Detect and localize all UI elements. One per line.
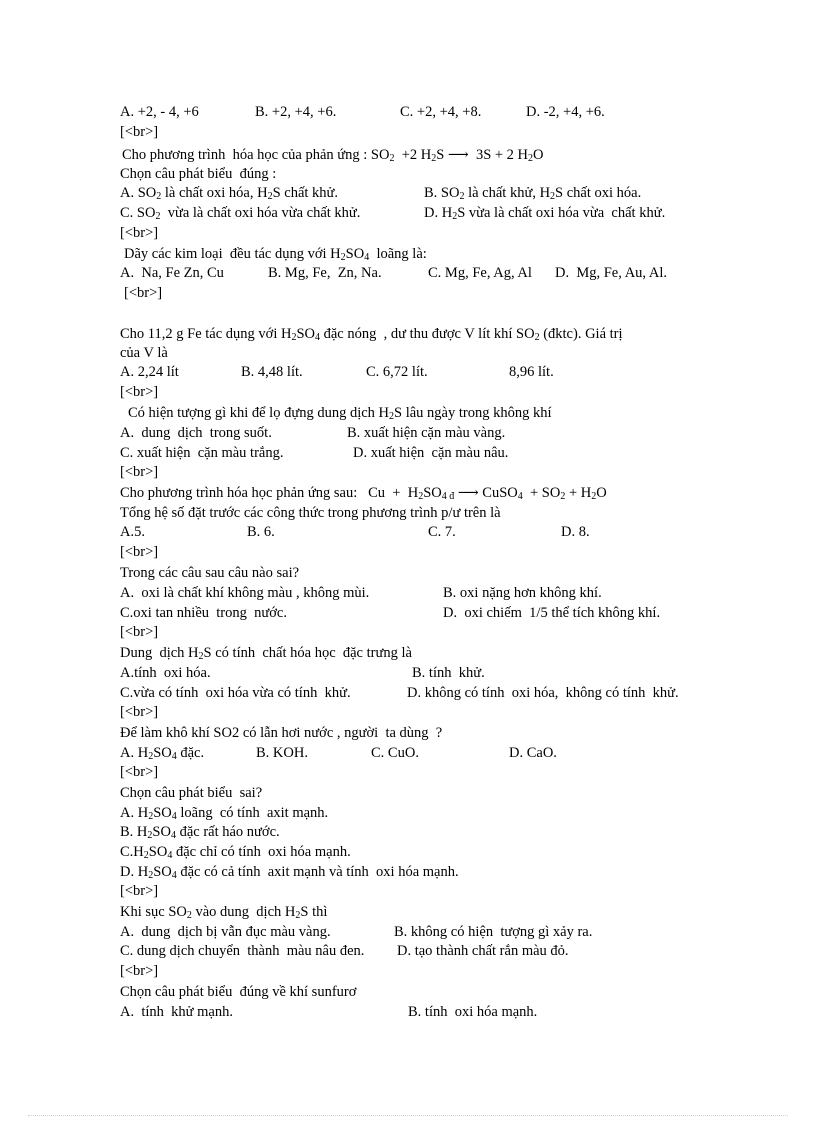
text-segment: A. $H_2SO_4$ đặc. (120, 745, 205, 762)
text-line (0, 405, 816, 423)
text-line (0, 124, 816, 142)
text-line (0, 805, 816, 823)
text-line (0, 984, 816, 1002)
text-segment: B. xuất hiện cặn màu vàng. (347, 425, 506, 441)
text-segment: Chọn câu phát biểu đúng : (120, 166, 277, 182)
text-segment: Khi sục $SO_2$ vào dung dịch $H_2S$ thì (120, 904, 328, 921)
text-line (0, 166, 816, 184)
text-line (0, 425, 816, 443)
text-segment: [<br>] (120, 624, 159, 640)
text-segment: D. 8. (561, 524, 590, 540)
text-segment: [<br>] (120, 225, 159, 241)
text-line (0, 685, 816, 703)
text-line (0, 225, 816, 243)
text-segment: D. CaO. (509, 745, 557, 761)
text-segment: A. +2, - 4, +6 (120, 104, 199, 120)
text-segment: C. $SO_2$ vừa là chất oxi hóa vừa chất khử. (120, 205, 361, 222)
text-segment: B. không có hiện tượng gì xảy ra. (394, 924, 593, 940)
text-segment: [<br>] (120, 384, 159, 400)
text-line (0, 445, 816, 463)
text-line (0, 544, 816, 562)
text-line (0, 326, 816, 344)
text-segment: D. không có tính oxi hóa, không có tính khử. (407, 685, 679, 701)
text-line (0, 185, 816, 203)
text-segment: B. tính oxi hóa mạnh. (408, 1004, 538, 1020)
text-segment: D. oxi chiếm 1/5 thể tích không khí. (443, 605, 661, 621)
text-segment: D. xuất hiện cặn màu nâu. (353, 445, 509, 461)
text-line (0, 246, 816, 264)
text-segment: C.vừa có tính oxi hóa vừa có tính khử. (120, 685, 351, 701)
text-segment: Tổng hệ số đặt trước các công thức trong phương trình p/ư trên là (120, 505, 501, 521)
text-line (0, 524, 816, 542)
page-bottom-divider (28, 1115, 788, 1116)
text-segment: B. 4,48 lít. (241, 364, 303, 380)
text-segment: C. CuO. (371, 745, 419, 761)
text-segment: A. dung dịch trong suốt. (120, 425, 272, 441)
text-segment: D. Mg, Fe, Au, Al. (555, 265, 667, 281)
text-segment: B. tính khử. (412, 665, 485, 681)
text-segment: D. tạo thành chất rắn màu đỏ. (397, 943, 569, 959)
text-segment: A.5. (120, 524, 145, 540)
text-segment: của V là (120, 345, 168, 361)
text-segment: C. dung dịch chuyển thành màu nâu đen. (120, 943, 365, 959)
text-line (0, 605, 816, 623)
text-line (0, 924, 816, 942)
text-line (0, 585, 816, 603)
text-line (0, 104, 816, 122)
text-segment: Để làm khô khí SO2 có lẫn hơi nước , người ta dùng ? (120, 725, 443, 741)
text-line (0, 764, 816, 782)
text-segment: C.oxi tan nhiều trong nước. (120, 605, 287, 621)
text-segment: B. Mg, Fe, Zn, Na. (268, 265, 382, 281)
text-segment: [<br>] (120, 464, 159, 480)
text-line (0, 844, 816, 862)
text-segment: [<br>] (124, 285, 163, 301)
text-segment: A. Na, Fe Zn, Cu (120, 265, 224, 281)
text-line (0, 205, 816, 223)
text-segment: D. -2, +4, +6. (526, 104, 605, 120)
text-line (0, 824, 816, 842)
text-line (0, 265, 816, 283)
text-segment: Trong các câu sau câu nào sai? (120, 565, 300, 581)
text-segment: [<br>] (120, 124, 159, 140)
text-line (0, 883, 816, 901)
text-segment: C. Mg, Fe, Ag, Al (428, 265, 532, 281)
text-line (0, 963, 816, 981)
text-line (0, 904, 816, 922)
text-segment: [<br>] (120, 963, 159, 979)
text-segment: Dãy các kim loại đều tác dụng với $H_2SO_4$ loãng là: (124, 246, 427, 263)
text-line (0, 464, 816, 482)
text-line (0, 285, 816, 303)
text-segment: A. dung dịch bị vẫn đục màu vàng. (120, 924, 331, 940)
text-line (0, 864, 816, 882)
text-line (0, 665, 816, 683)
text-segment: $C.H_2SO_4$ đặc chỉ có tính oxi hóa mạnh. (120, 844, 351, 861)
text-segment: [<br>] (120, 883, 159, 899)
text-segment: C. xuất hiện cặn màu trắng. (120, 445, 284, 461)
text-segment: A. tính khử mạnh. (120, 1004, 233, 1020)
text-segment: Cho phương trình hóa học phản ứng sau: $Cu + H_2SO_{4 đ}$ ⟶ CuSO$_4$ + $SO_2 + H_2O$ (120, 485, 607, 502)
text-segment: A.tính oxi hóa. (120, 665, 211, 681)
text-segment: B. oxi nặng hơn không khí. (443, 585, 602, 601)
text-segment: A. 2,24 lít (120, 364, 179, 380)
text-segment: A. $H_2SO_4$ loãng có tính axit mạnh. (120, 805, 329, 822)
text-line (0, 565, 816, 583)
text-segment: C. 6,72 lít. (366, 364, 428, 380)
text-segment: Cho phương trình hóa học của phản ứng : $SO_2 +2$ $H_2S$ ⟶ 3S + 2 $H_2O$ (122, 147, 544, 164)
text-segment: B. $H_2SO_4$ đặc rất háo nước. (120, 824, 280, 841)
text-segment: D. $H_2SO_4$ đặc có cả tính axit mạnh và tính oxi hóa mạnh. (120, 864, 459, 881)
text-segment: Chọn câu phát biểu đúng về khí sunfurơ (120, 984, 357, 1000)
text-segment: B. $SO_2$ là chất khử, $H_2S$ chất oxi hóa. (424, 185, 642, 202)
text-segment: B. 6. (247, 524, 275, 540)
text-line (0, 624, 816, 642)
text-line (0, 1004, 816, 1022)
text-line (0, 745, 816, 763)
text-segment: D. $H_2S$ vừa là chất oxi hóa vừa chất khử. (424, 205, 666, 222)
text-line (0, 364, 816, 382)
text-segment: C. +2, +4, +8. (400, 104, 482, 120)
text-line (0, 384, 816, 402)
text-line (0, 704, 816, 722)
text-line (0, 645, 816, 663)
text-segment: [<br>] (120, 704, 159, 720)
text-line (0, 505, 816, 523)
text-segment: 8,96 lít. (509, 364, 554, 380)
text-line (0, 943, 816, 961)
text-line (0, 785, 816, 803)
text-line (0, 725, 816, 743)
text-segment: Dung dịch $H_2S$ có tính chất hóa học đặc trưng là (120, 645, 412, 662)
text-segment: B. +2, +4, +6. (255, 104, 337, 120)
text-segment: C. 7. (428, 524, 456, 540)
text-segment: A. oxi là chất khí không màu , không mùi. (120, 585, 370, 601)
text-line (0, 345, 816, 363)
text-segment: B. KOH. (256, 745, 308, 761)
text-line (0, 485, 816, 503)
text-segment: [<br>] (120, 764, 159, 780)
text-segment: Cho 11,2 g Fe tác dụng với $H_2SO_4$ đặc nóng , dư thu được V lít khí $SO_2$ (đktc). Giá trị (120, 326, 623, 343)
text-segment: [<br>] (120, 544, 159, 560)
text-segment: A. $SO_2$ là chất oxi hóa, $H_2S$ chất khử. (120, 185, 339, 202)
text-segment: Có hiện tượng gì khi để lọ đựng dung dịch $H_2S$ lâu ngày trong không khí (128, 405, 552, 422)
text-line (0, 147, 816, 165)
text-segment: Chọn câu phát biểu sai? (120, 785, 263, 801)
